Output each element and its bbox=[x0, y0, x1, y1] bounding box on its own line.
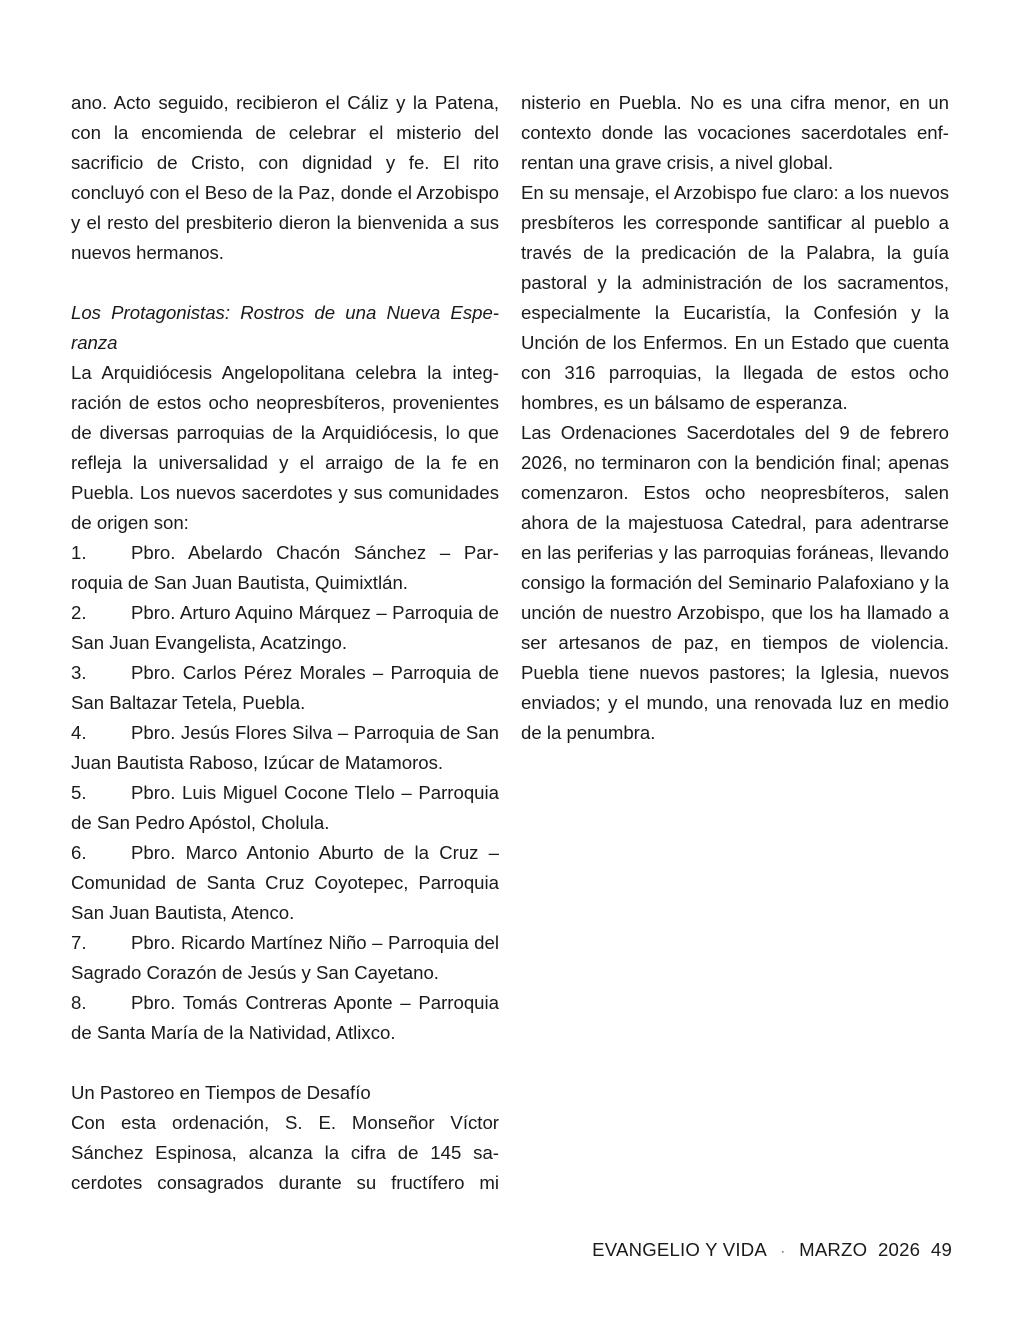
list-item bbox=[71, 658, 499, 718]
list-text: Pbro. Ricardo Martínez Niño – Parroquia del Sagrado Corazón de Jesús y San Cayetano. bbox=[71, 932, 499, 983]
list-text: Pbro. Marco Antonio Aburto de la Cruz – Comunidad de Santa Cruz Coyotepec, Parroquia San Juan Bautista, Atenco. bbox=[71, 842, 499, 923]
list-number: 8. bbox=[71, 992, 87, 1013]
body-paragraph: Con esta ordenación, S. E. Monseñor Víctor Sánchez Espinosa, alcanza la cifra de 145 sacerdotes consagrados durante su fructífero mi bbox=[71, 1112, 499, 1193]
list-number: 3. bbox=[71, 662, 87, 683]
page-number: 49 bbox=[930, 1239, 952, 1260]
section-heading: Los Protagonistas: Rostros de una Nueva Esperanza bbox=[71, 302, 499, 353]
issue-date: MARZO 2026 bbox=[799, 1239, 921, 1260]
list-text: Pbro. Jesús Flores Silva – Parroquia de San Juan Bautista Raboso, Izúcar de Matamoros. bbox=[71, 722, 499, 773]
list-item bbox=[71, 838, 499, 928]
list-number: 1. bbox=[71, 542, 87, 563]
body-paragraph: Las Ordenaciones Sacerdotales del 9 de febrero 2026, no terminaron con la bendición final; apenas comenzaron. Estos ocho neopresbíteros, salen ahora de la majestuosa Catedral, para adentrarse en las periferias y las parroquias foráneas, llevando consigo la formación del Seminario Palafoxiano y la unción de nuestro Arzobispo, que los ha llamado a ser artesanos de paz, en tiempos de violencia. Puebla tiene nuevos pastores; la Iglesia, nuevos enviados; y el mundo, una renovada luz en medio de la penumbra. bbox=[521, 422, 949, 743]
list-item bbox=[71, 778, 499, 838]
list-text: Pbro. Abelardo Chacón Sánchez – Parroquia de San Juan Bautista, Quimixtlán. bbox=[71, 542, 499, 593]
list-item bbox=[71, 598, 499, 658]
list-number: 6. bbox=[71, 842, 87, 863]
list-number: 4. bbox=[71, 722, 87, 743]
list-number: 5. bbox=[71, 782, 87, 803]
list-item bbox=[71, 988, 499, 1048]
page-footer bbox=[592, 1238, 952, 1263]
list-text: Pbro. Luis Miguel Cocone Tlelo – Parroquia de San Pedro Apóstol, Cholula. bbox=[71, 782, 499, 833]
left-column bbox=[71, 88, 499, 1198]
right-column bbox=[521, 88, 949, 748]
ordinands-list bbox=[71, 538, 499, 1048]
body-paragraph: nisterio en Puebla. No es una cifra menor, en un contexto donde las vocaciones sacerdotales enfrentan una grave crisis, a nivel global. bbox=[521, 92, 949, 173]
list-number: 2. bbox=[71, 602, 87, 623]
publication-name: EVANGELIO Y VIDA bbox=[592, 1239, 767, 1260]
body-paragraph: La Arquidiócesis Angelopolitana celebra la integración de estos ocho neopresbíteros, provenientes de diversas parroquias de la Arquidiócesis, lo que refleja la universalidad y el arraigo de la fe en Puebla. Los nuevos sacerdotes y sus comunidades de origen son: bbox=[71, 362, 499, 533]
section-heading: Un Pastoreo en Tiempos de Desafío bbox=[71, 1082, 371, 1103]
list-text: Pbro. Carlos Pérez Morales – Parroquia de San Baltazar Tetela, Puebla. bbox=[71, 662, 499, 713]
list-item bbox=[71, 928, 499, 988]
body-paragraph: En su mensaje, el Arzobispo fue claro: a los nuevos presbíteros les corresponde santificar al pueblo a través de la predicación de la Palabra, la guía pastoral y la administración de los sacramentos, especialmente la Eucaristía, la Confesión y la Unción de los Enfermos. En un Estado que cuenta con 316 parroquias, la llegada de estos ocho hombres, es un bálsamo de esperanza. bbox=[521, 182, 949, 413]
body-paragraph: ano. Acto seguido, recibieron el Cáliz y la Patena, con la encomienda de celebrar el misterio del sacrificio de Cristo, con dignidad y fe. El rito concluyó con el Beso de la Paz, donde el Arzobispo y el resto del presbiterio dieron la bienvenida a sus nuevos hermanos. bbox=[71, 92, 499, 263]
list-item bbox=[71, 718, 499, 778]
list-text: Pbro. Tomás Contreras Aponte – Parroquia de Santa María de la Natividad, Atlixco. bbox=[71, 992, 499, 1043]
list-text: Pbro. Arturo Aquino Márquez – Parroquia de San Juan Evangelista, Acatzingo. bbox=[71, 602, 499, 653]
list-item bbox=[71, 538, 499, 598]
footer-separator: · bbox=[780, 1244, 786, 1259]
list-number: 7. bbox=[71, 932, 87, 953]
